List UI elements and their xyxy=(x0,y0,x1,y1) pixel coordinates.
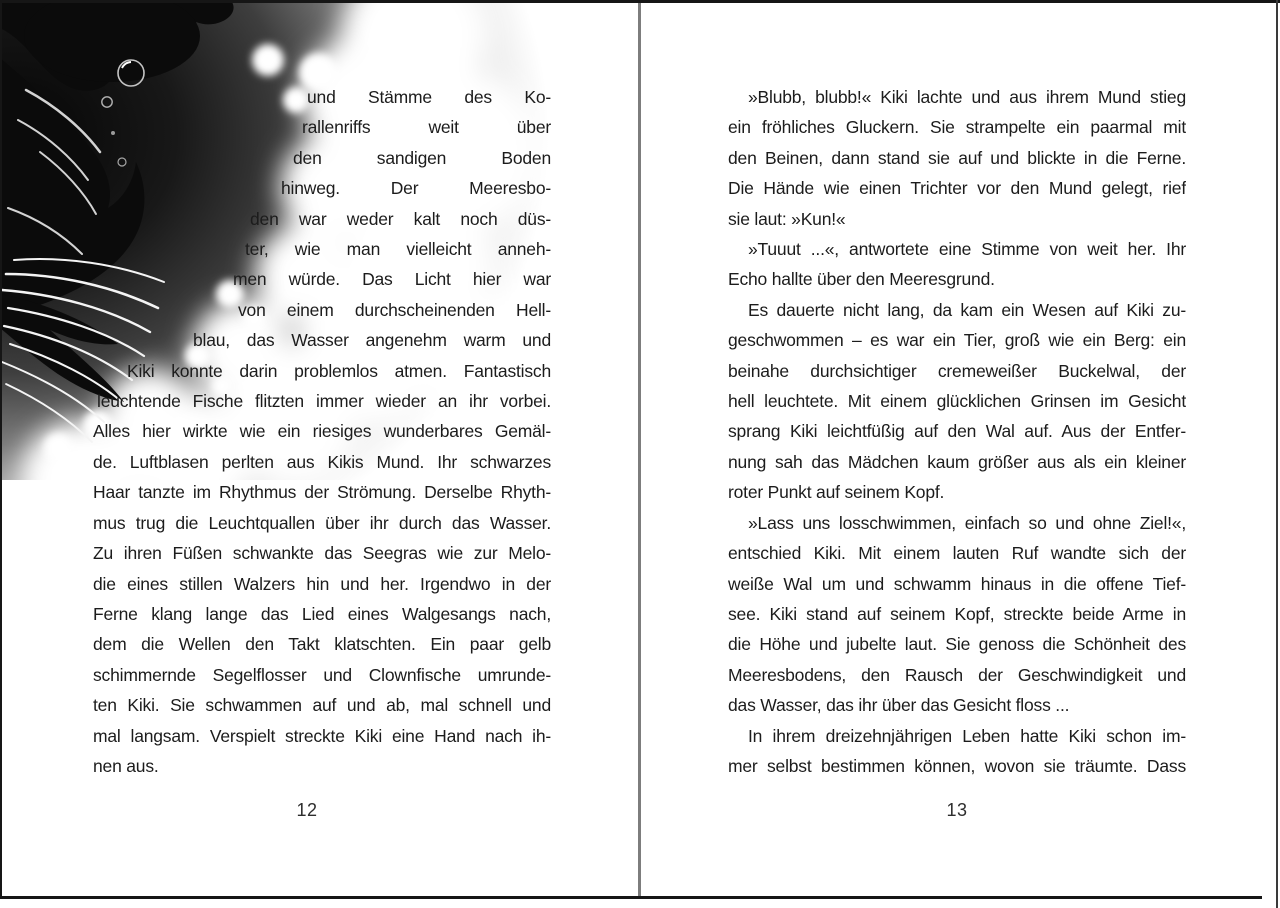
right-page-number: 13 xyxy=(946,800,968,820)
text-line: von einem durchscheinenden Hell- xyxy=(238,299,551,320)
text-line: mer selbst bestimmen können, wovon sie träumte. Dass xyxy=(728,755,1186,776)
text-line: Kiki konnte darin problemlos atmen. Fantastisch xyxy=(127,360,551,381)
text-line: sprang Kiki leichtfüßig auf den Wal auf. Aus der Entfer- xyxy=(728,421,1186,442)
text-line: entschied Kiki. Mit einem lauten Ruf wandte sich der xyxy=(728,543,1186,564)
text-line: In ihrem dreizehnjährigen Leben hatte Kiki schon im- xyxy=(748,725,1186,746)
text-line: den Beinen, dann stand sie auf und blickte in die Ferne. xyxy=(728,147,1186,168)
text-line: »Lass uns losschwimmen, einfach so und ohne Ziel!«, xyxy=(748,512,1186,533)
text-line: Haar tanzte im Rhythmus der Strömung. Derselbe Rhyth- xyxy=(93,482,551,503)
text-line: Meeresbodens, den Rausch der Geschwindigkeit und xyxy=(728,664,1186,685)
text-line: nung sah das Mädchen kaum größer aus als ein kleiner xyxy=(728,451,1186,472)
text-line: ter, wie man vielleicht anneh- xyxy=(245,239,551,260)
left-page xyxy=(0,0,638,908)
text-line: nen aus. xyxy=(93,755,159,776)
text-line: die eines stillen Walzers hin und her. Irgendwo in der xyxy=(93,573,551,594)
text-line: Alles hier wirkte wie ein riesiges wunderbares Gemäl- xyxy=(93,421,551,442)
text-line: Es dauerte nicht lang, da kam ein Wesen auf Kiki zu- xyxy=(748,299,1186,320)
text-line: roter Punkt auf seinem Kopf. xyxy=(728,482,945,503)
text-line: ein fröhliches Gluckern. Sie strampelte ein paarmal mit xyxy=(728,117,1186,138)
text-line: geschwommen – es war ein Tier, groß wie ein Berg: ein xyxy=(728,330,1186,351)
text-line: »Blubb, blubb!« Kiki lachte und aus ihrem Mund stieg xyxy=(748,87,1186,107)
text-line: leuchtende Fische flitzten immer wieder an ihr vorbei. xyxy=(97,391,551,412)
text-line: hell leuchtete. Mit einem glücklichen Grinsen im Gesicht xyxy=(728,391,1186,412)
left-page-number: 12 xyxy=(296,800,318,820)
text-line: das Wasser, das ihr über das Gesicht floss ... xyxy=(728,695,1070,716)
text-line: mus trug die Leuchtquallen über ihr durch das Wasser. xyxy=(93,512,551,533)
text-line: schimmernde Segelflosser und Clownfische umrunde- xyxy=(93,664,551,685)
text-line: rallenriffs weit über xyxy=(302,117,551,138)
text-line: Die Hände wie einen Trichter vor den Mund gelegt, rief xyxy=(728,178,1186,199)
text-line: Ferne klang lange das Lied eines Walgesangs nach, xyxy=(93,603,551,624)
text-line: und Stämme des Ko- xyxy=(307,87,551,107)
text-line: sie laut: »Kun!« xyxy=(728,208,846,229)
text-line: dem die Wellen den Takt klatschten. Ein paar gelb xyxy=(93,634,551,655)
center-gutter-divider xyxy=(638,3,641,896)
text-line: de. Luftblasen perlten aus Kikis Mund. Ihr schwarzes xyxy=(93,451,551,472)
text-line: Zu ihren Füßen schwankte das Seegras wie zur Melo- xyxy=(93,543,551,564)
text-line: mal langsam. Verspielt streckte Kiki eine Hand nach ih- xyxy=(93,725,551,746)
text-line: Echo hallte über den Meeresgrund. xyxy=(728,269,995,290)
text-line: den sandigen Boden xyxy=(293,147,551,168)
text-line: weiße Wal um und schwamm hinaus in die offene Tief- xyxy=(728,573,1186,594)
text-line: »Tuuut ...«, antwortete eine Stimme von weit her. Ihr xyxy=(748,239,1186,260)
left-page-text xyxy=(93,82,551,781)
text-line: beinahe durchsichtiger cremeweißer Buckelwal, der xyxy=(728,360,1186,381)
right-page xyxy=(641,0,1278,908)
text-line: die Höhe und jubelte laut. Sie genoss die Schönheit des xyxy=(728,634,1186,655)
text-line: den war weder kalt noch düs- xyxy=(250,208,551,229)
right-page-text xyxy=(728,82,1186,781)
text-line: men würde. Das Licht hier war xyxy=(233,269,551,290)
text-line: see. Kiki stand auf seinem Kopf, streckte beide Arme in xyxy=(728,603,1186,624)
text-line: ten Kiki. Sie schwammen auf und ab, mal schnell und xyxy=(93,695,551,716)
text-line: hinweg. Der Meeresbo- xyxy=(281,178,551,199)
text-line: blau, das Wasser angenehm warm und xyxy=(193,330,551,351)
